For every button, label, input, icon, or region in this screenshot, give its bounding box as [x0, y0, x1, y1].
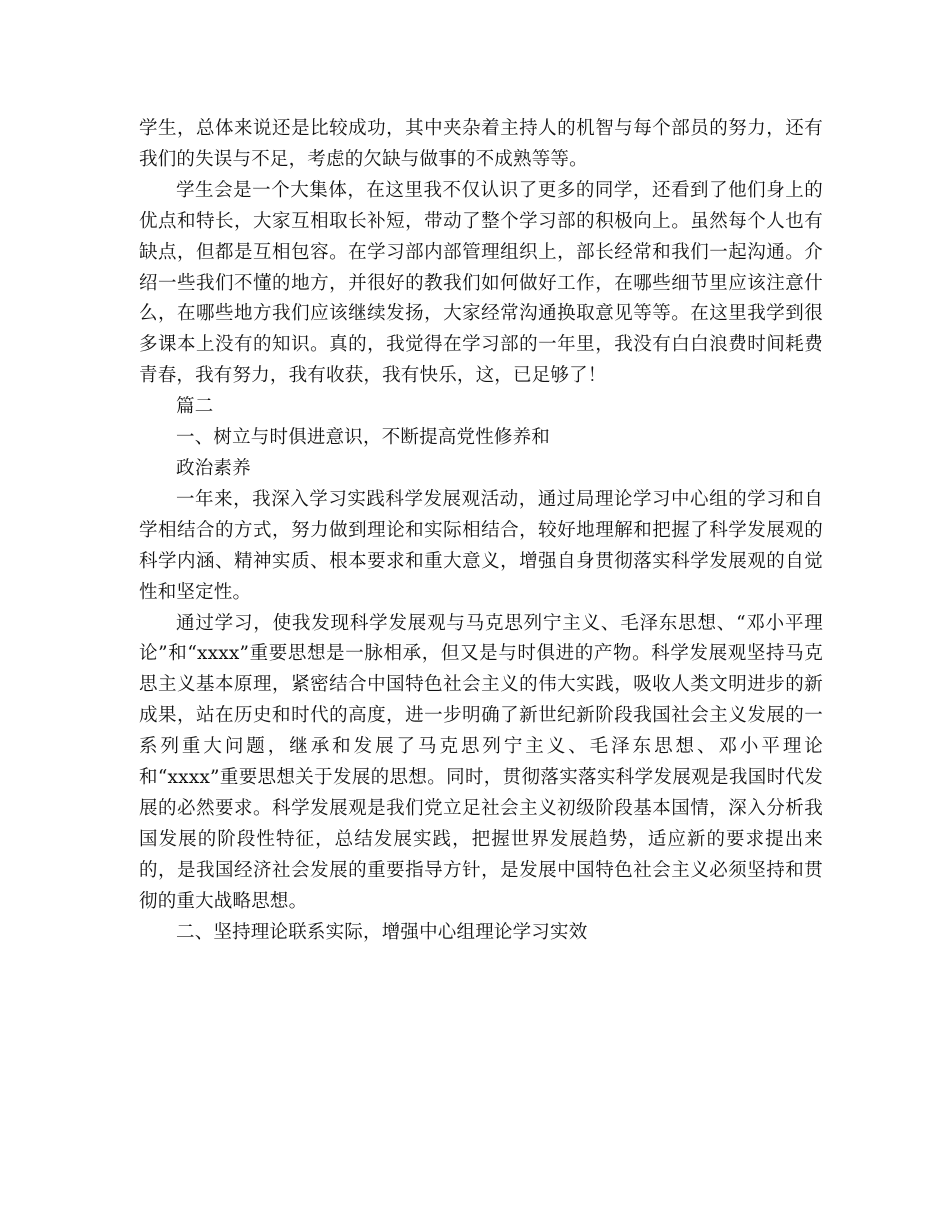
section-title-part-two: 篇二: [176, 396, 214, 418]
heading-one-line-2: 政治素养: [176, 457, 251, 479]
paragraph-student-union: 学生会是一个大集体，在这里我不仅认识了更多的同学，还看到了他们身上的优点和特长，大家互相取长补短，带动了整个学习部的积极向上。虽然每个人也有缺点，但都是互相包容。在学习部内部管理组织上，部长经常和我们一起沟通。介绍一些我们不懂的地方，并很好的教我们如何做好工作，在哪些细节里应该注意什么，在哪些地方我们应该继续发扬，大家经常沟通换取意见等等。在这里我学到很多课本上没有的知识。真的，我觉得在学习部的一年里，我没有白白浪费时间耗费青春，我有努力，我有收获，我有快乐，这，已足够了！: [139, 179, 823, 387]
paragraph-study-practice: 一年来，我深入学习实践科学发展观活动，通过局理论学习中心组的学习和自学相结合的方式，努力做到理论和实际相结合，较好地理解和把握了科学发展观的科学内涵、精神实质、根本要求和重大意义，增强自身贯彻落实科学发展观的自觉性和坚定性。: [139, 488, 823, 603]
paragraph-continued: 学生，总体来说还是比较成功，其中夹杂着主持人的机智与每个部员的努力，还有我们的失误与不足，考虑的欠缺与做事的不成熟等等。: [139, 118, 823, 170]
heading-one-line-1: 一、树立与时俱进意识，不断提高党性修养和: [176, 427, 551, 449]
heading-two: 二、坚持理论联系实际，增强中心组理论学习实效: [176, 921, 588, 943]
document-page: [139, 114, 823, 948]
paragraph-scientific-outlook: 通过学习，使我发现科学发展观与马克思列宁主义、毛泽东思想、“邓小平理论”和“xxxx”重要思想是一脉相承，但又是与时俱进的产物。科学发展观坚持马克思主义基本原理，紧密结合中国特色社会主义的伟大实践，吸收人类文明进步的新成果，站在历史和时代的高度，进一步明确了新世纪新阶段我国社会主义发展的一系列重大问题，继承和发展了马克思列宁主义、毛泽东思想、邓小平理论和“xxxx”重要思想关于发展的思想。同时，贯彻落实落实科学发展观是我国时代发展的必然要求。科学发展观是我们党立足社会主义初级阶段基本国情，深入分析我国发展的阶段性特征，总结发展实践，把握世界发展趋势，适应新的要求提出来的，是我国经济社会发展的重要指导方针，是发展中国特色社会主义必须坚持和贯彻的重大战略思想。: [139, 612, 823, 912]
